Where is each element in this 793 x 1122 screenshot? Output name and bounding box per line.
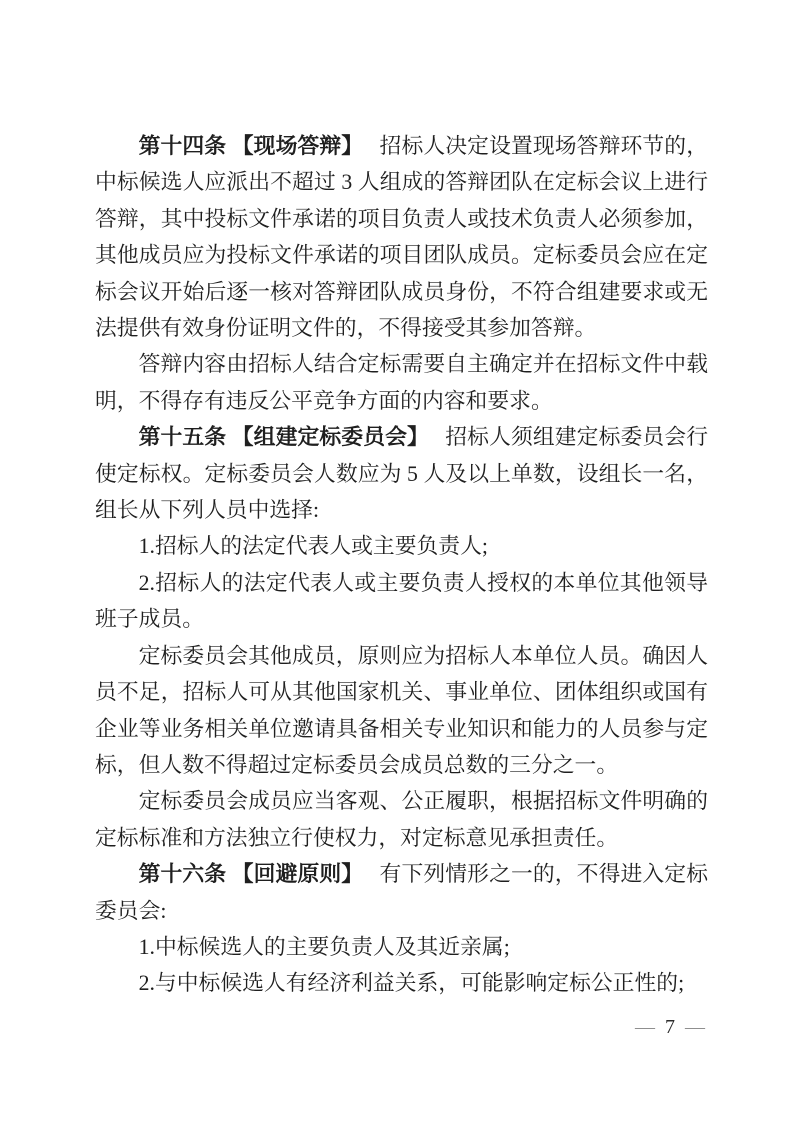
footer-dash-left: —	[635, 1016, 655, 1038]
article-16-paragraph	[95, 856, 708, 929]
page-footer	[635, 1012, 705, 1042]
article-14-paragraph	[95, 128, 708, 346]
article-14-text: 招标人决定设置现场答辩环节的，中标候选人应派出不超过 3 人组成的答辩团队在定标会议上进行答辩，其中投标文件承诺的项目负责人或技术负责人必须参加，其他成员应为投标文件承诺的项目团队成员。定标委员会应在定标会议开始后逐一核对答辩团队成员身份，不符合组建要求或无法提供有效身份证明文件的，不得接受其参加答辩。	[95, 134, 708, 341]
article-15-title: 第十五条 【组建定标委员会】	[138, 425, 429, 450]
recusal-item-2-text: 2.与中标候选人有经济利益关系，可能影响定标公正性的;	[138, 971, 685, 996]
defense-content-paragraph	[95, 346, 708, 419]
article-15-paragraph	[95, 419, 708, 528]
article-16-title: 第十六条 【回避原则】	[138, 862, 364, 887]
footer-dash-right: —	[685, 1016, 705, 1038]
chairman-option-1	[95, 528, 708, 564]
committee-members-paragraph	[95, 638, 708, 784]
recusal-item-1	[95, 929, 708, 965]
article-15-text: 招标人须组建定标委员会行使定标权。定标委员会人数应为 5 人及以上单数，设组长一名，组长从下列人员中选择:	[95, 425, 708, 523]
chairman-option-2	[95, 565, 708, 638]
defense-content-text: 答辩内容由招标人结合定标需要自主确定并在招标文件中载明，不得存有违反公平竞争方面的内容和要求。	[95, 352, 708, 413]
committee-members-text: 定标委员会其他成员，原则应为招标人本单位人员。确因人员不足，招标人可从其他国家机关、事业单位、团体组织或国有企业等业务相关单位邀请具备相关专业知识和能力的人员参与定标，但人数不得超过定标委员会成员总数的三分之一。	[95, 643, 708, 777]
recusal-item-1-text: 1.中标候选人的主要负责人及其近亲属;	[138, 934, 510, 959]
chairman-option-1-text: 1.招标人的法定代表人或主要负责人;	[138, 534, 488, 559]
committee-duty-text: 定标委员会成员应当客观、公正履职，根据招标文件明确的定标标准和方法独立行使权力，对定标意见承担责任。	[95, 789, 708, 850]
page-number: 7	[665, 1016, 675, 1038]
recusal-item-2	[95, 965, 708, 1001]
committee-duty-paragraph	[95, 783, 708, 856]
document-body	[95, 128, 708, 1002]
article-14-title: 第十四条 【现场答辩】	[138, 134, 364, 158]
chairman-option-2-text: 2.招标人的法定代表人或主要负责人授权的本单位其他领导班子成员。	[95, 570, 708, 632]
article-16-text: 有下列情形之一的，不得进入定标委员会:	[95, 862, 708, 923]
